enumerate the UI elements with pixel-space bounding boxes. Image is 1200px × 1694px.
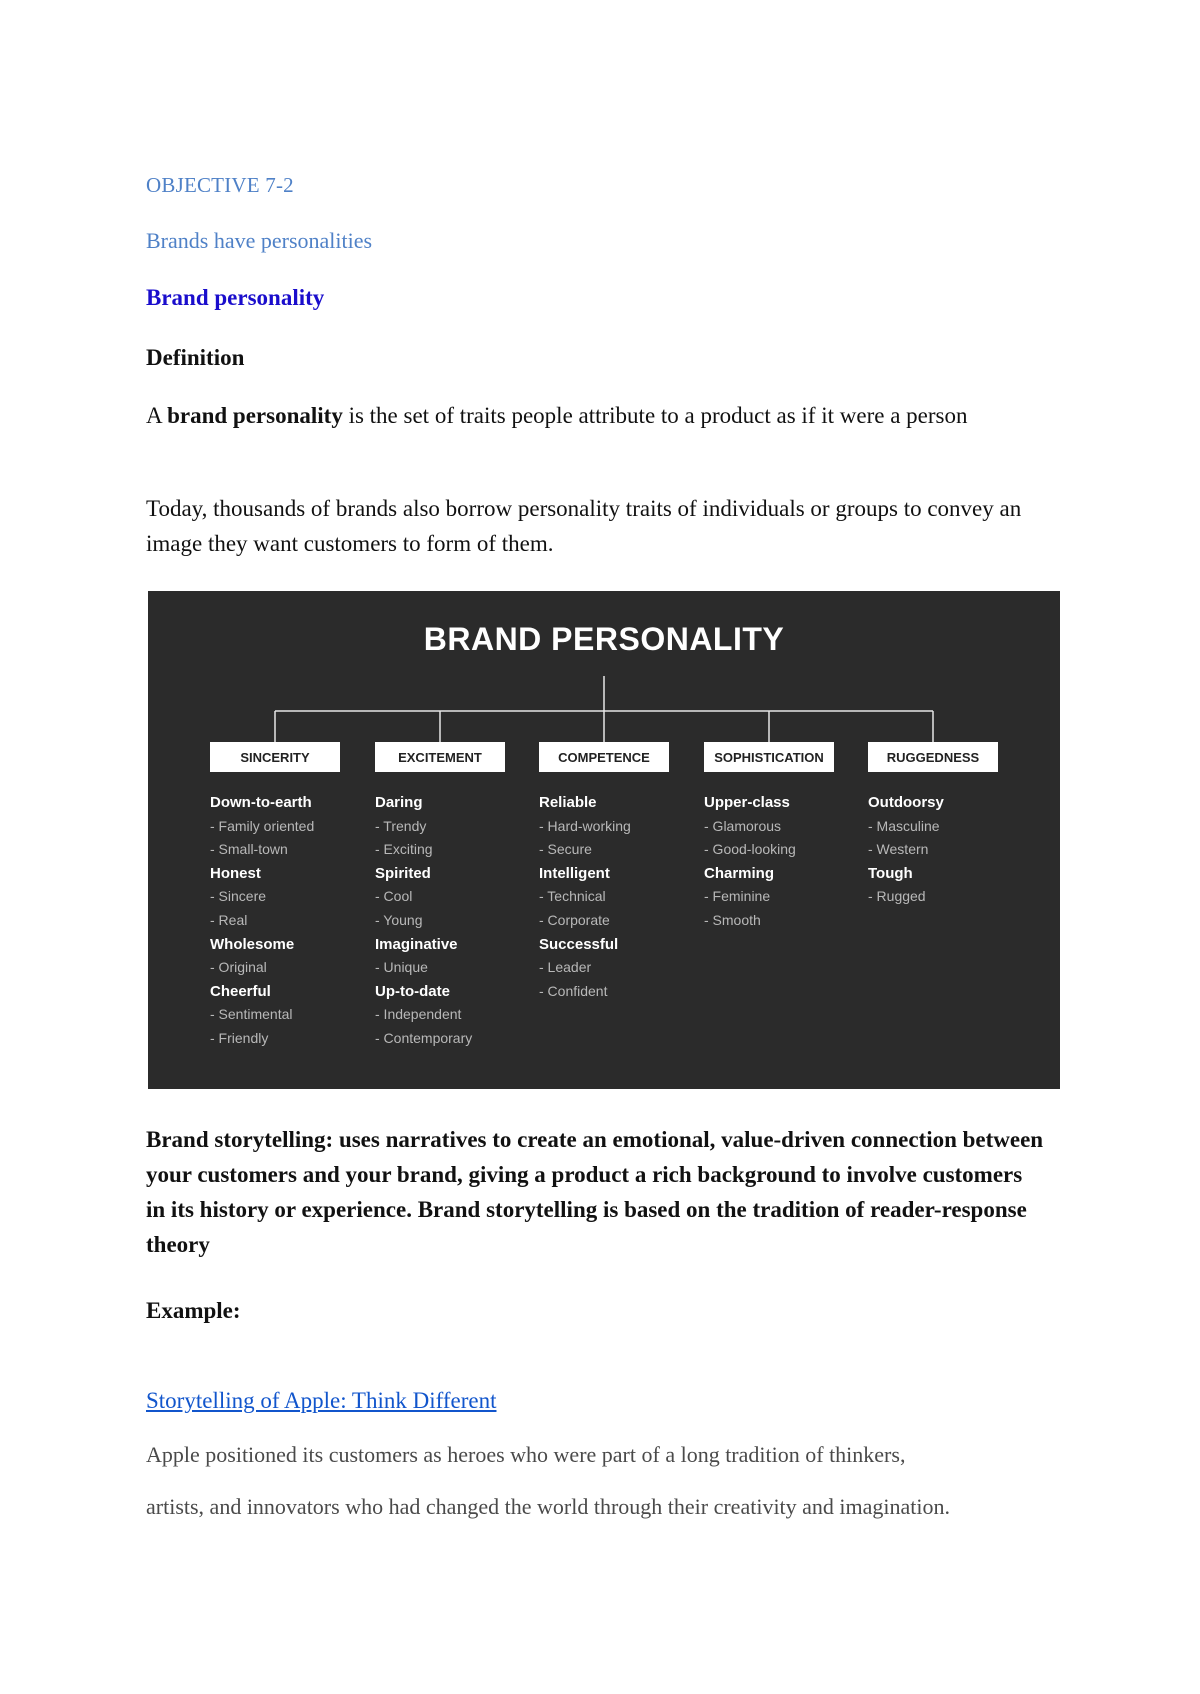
tree-connector-lines (148, 591, 1060, 751)
trait-item: - Rugged (868, 888, 926, 905)
trait-facet: Intelligent (539, 864, 610, 882)
brand-personality-heading: Brand personality (146, 285, 325, 310)
trait-item: - Confident (539, 982, 608, 999)
definition-term: brand personality (167, 403, 343, 428)
apple-paragraph-line1: Apple positioned its customers as heroes who were part of a long tradition of thinkers, (146, 1442, 906, 1467)
trait-facet: Spirited (375, 864, 431, 882)
trait-item: - Family oriented (210, 817, 315, 834)
dimension-sincerity: SINCERITY (210, 742, 340, 772)
storytelling-term: Brand storytelling (146, 1127, 326, 1152)
traits-column-competence (539, 791, 699, 1003)
traits-column-sincerity (210, 791, 370, 1051)
trait-facet: Imaginative (375, 935, 458, 953)
trait-facet: Down-to-earth (210, 794, 312, 811)
storytelling-term2: reader-response theory (146, 1197, 1027, 1257)
trait-facet: Cheerful (210, 982, 271, 1000)
trait-facet: Up-to-date (375, 982, 450, 1000)
trait-item: - Original (210, 959, 267, 976)
trait-item: - Smooth (704, 911, 761, 928)
trait-item: - Sincere (210, 888, 267, 905)
trait-item: - Feminine (704, 888, 771, 905)
dimension-excitement: EXCITEMENT (375, 742, 505, 772)
trait-facet: Upper-class (704, 794, 790, 811)
trait-facet: Charming (704, 864, 775, 882)
storytelling-paragraph (146, 1122, 1046, 1262)
dimension-sophistication: SOPHISTICATION (704, 742, 834, 772)
definition-heading: Definition (146, 345, 245, 370)
trait-item: - Cool (375, 888, 413, 905)
trait-item: - Good-looking (704, 841, 796, 858)
traits-column-sophistication (704, 791, 864, 933)
trait-item: - Leader (539, 959, 592, 976)
trait-facet: Wholesome (210, 935, 295, 953)
traits-column-excitement (375, 791, 535, 1051)
trait-item: - Sentimental (210, 1006, 293, 1023)
traits-column-ruggedness (868, 791, 1028, 909)
brands-borrow-paragraph: Today, thousands of brands also borrow personality traits of individuals or groups to convey an image they want customers to form of them. (146, 496, 1022, 556)
example-heading: Example: (146, 1298, 241, 1323)
trait-item: - Glamorous (704, 817, 782, 834)
apple-paragraph-line2: artists, and innovators who had changed the world through their creativity and imagination. (146, 1494, 951, 1519)
figure-title: BRAND PERSONALITY (423, 621, 785, 657)
trait-facet: Daring (375, 794, 423, 811)
definition-rest: is the set of traits people attribute to a product as if it were a person (342, 403, 968, 428)
trait-item: - Masculine (868, 817, 940, 834)
trait-item: - Exciting (375, 841, 433, 858)
trait-item: - Small-town (210, 841, 288, 858)
definition-paragraph (146, 398, 1046, 433)
trait-item: - Trendy (375, 817, 427, 834)
trait-item: - Western (868, 841, 929, 858)
trait-item: - Secure (539, 841, 592, 858)
objective-label: OBJECTIVE 7-2 (146, 173, 294, 197)
dimension-competence: COMPETENCE (539, 742, 669, 772)
trait-item: - Independent (375, 1006, 462, 1023)
trait-facet: Tough (868, 864, 913, 882)
dimension-ruggedness: RUGGEDNESS (868, 742, 998, 772)
trait-item: - Real (210, 911, 248, 928)
trait-item: - Hard-working (539, 817, 631, 834)
trait-facet: Outdoorsy (868, 794, 944, 811)
trait-item: - Technical (539, 888, 606, 905)
trait-item: - Corporate (539, 911, 610, 928)
trait-item: - Unique (375, 959, 428, 976)
storytelling-text: : uses narratives to create an emotional, value-driven connection between your customers and your brand, giving a product a rich background to involve customers in its history or experience. Brand storytelling is based on the tradition of (146, 1127, 1044, 1222)
definition-prefix: A (146, 403, 168, 428)
trait-facet: Successful (539, 935, 619, 953)
trait-facet: Reliable (539, 794, 597, 811)
trait-item: - Young (375, 911, 423, 928)
brand-personality-figure (148, 591, 1060, 1089)
trait-item: - Contemporary (375, 1029, 473, 1046)
section-subtitle: Brands have personalities (146, 228, 373, 253)
apple-storytelling-link[interactable]: Storytelling of Apple: Think Different (146, 1388, 497, 1413)
trait-facet: Honest (210, 864, 261, 882)
trait-item: - Friendly (210, 1029, 269, 1046)
